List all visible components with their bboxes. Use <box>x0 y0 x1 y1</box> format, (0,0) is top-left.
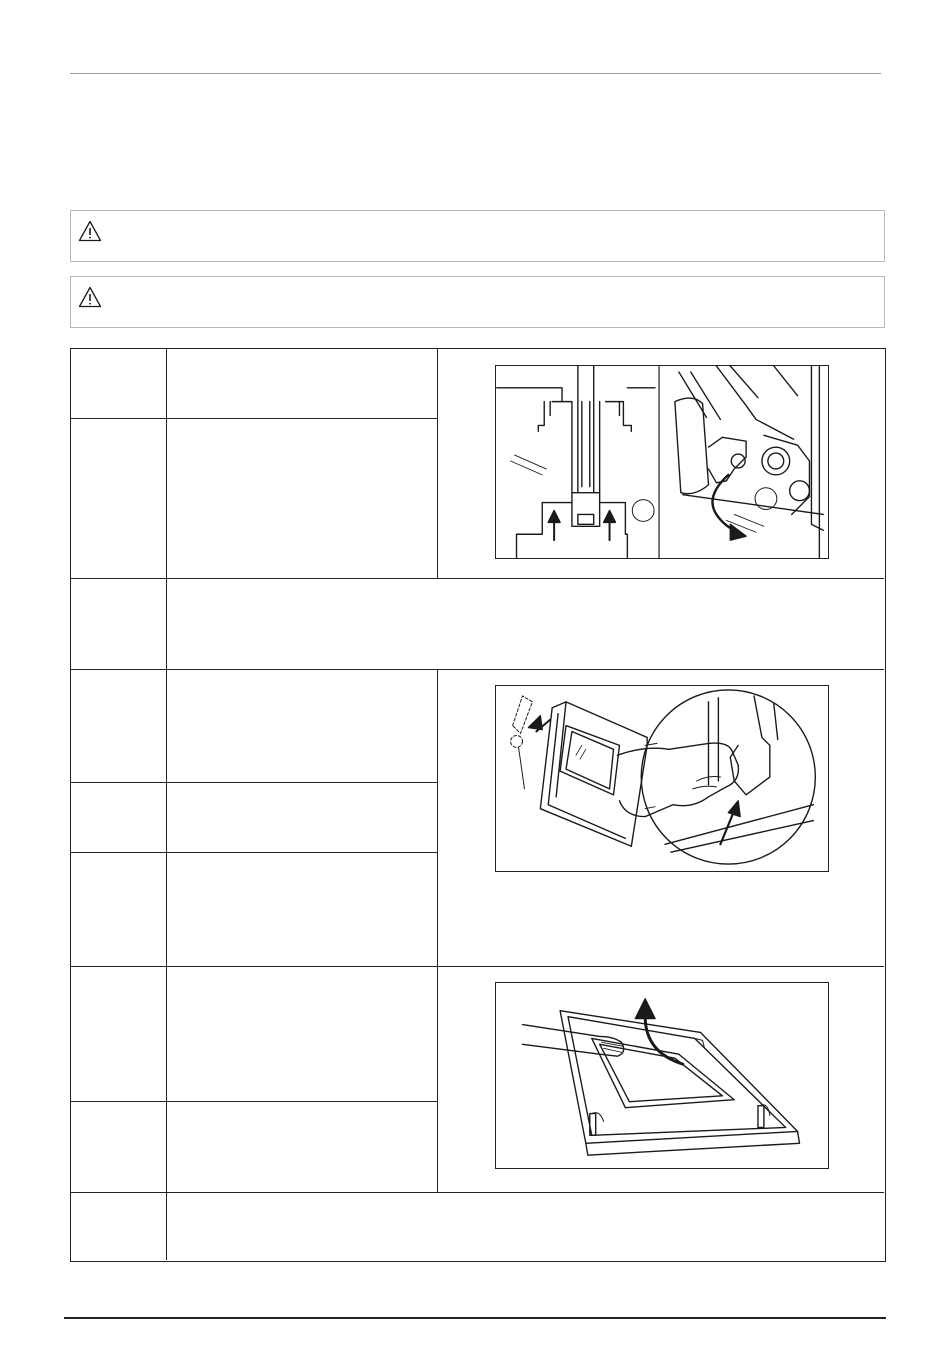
row-divider <box>71 578 884 579</box>
row-divider <box>71 782 437 783</box>
figure-column-divider <box>437 349 438 578</box>
row-divider <box>71 852 437 853</box>
row-divider <box>71 1101 437 1102</box>
figure-column-divider <box>437 966 438 1192</box>
figure-column-divider <box>437 669 438 966</box>
warning-box-2 <box>70 276 885 328</box>
row-divider <box>71 418 437 419</box>
door-hinge-lock-illustration <box>495 365 829 559</box>
steps-table <box>70 348 886 1262</box>
warning-box-1 <box>70 210 885 262</box>
door-strip-removal-illustration <box>495 685 829 872</box>
warning-triangle-icon <box>78 220 102 242</box>
door-glass-lift-illustration <box>495 982 829 1169</box>
row-divider <box>71 669 884 670</box>
footer-rule <box>64 1317 886 1319</box>
row-divider <box>71 1192 884 1193</box>
row-divider <box>71 966 884 967</box>
number-column-divider <box>166 349 167 1260</box>
warning-triangle-icon <box>78 286 102 308</box>
header-rule <box>70 73 881 74</box>
